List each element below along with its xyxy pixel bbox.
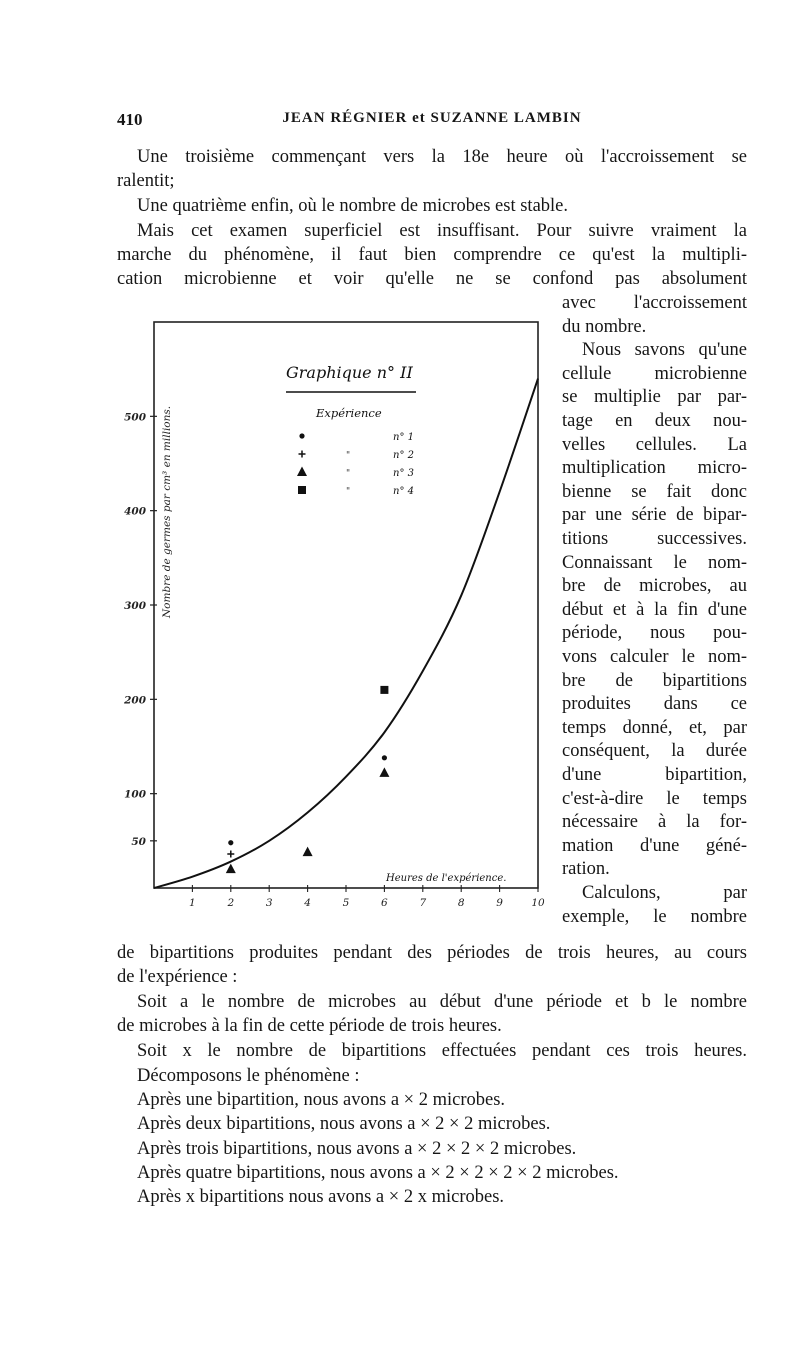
text-line	[137, 1040, 747, 1063]
text-line	[137, 991, 747, 1014]
legend-ditto-mark: "	[346, 469, 351, 479]
data-point-dot	[228, 840, 233, 845]
column-text-line	[582, 882, 747, 905]
column-text-line	[582, 339, 747, 362]
text-line-content: Décomposons le phénomène :	[137, 1066, 360, 1086]
legend-marker-triangle	[297, 467, 307, 477]
y-tick-label: 50	[131, 835, 146, 848]
data-points	[226, 686, 390, 873]
legend-marker-square	[298, 486, 306, 494]
text-line	[137, 1162, 747, 1185]
text-line	[137, 1089, 747, 1112]
column-text-line	[562, 434, 747, 457]
column-text-line	[562, 811, 747, 834]
legend-ditto-mark: "	[346, 487, 351, 497]
text-line	[137, 1113, 747, 1136]
legend-label: n° 4	[393, 486, 414, 497]
column-text-line	[562, 410, 747, 433]
column-text-line	[562, 528, 747, 551]
column-text-line	[562, 858, 747, 881]
legend-label: n° 3	[393, 468, 414, 479]
column-text-line	[562, 363, 747, 386]
x-tick-label: 10	[531, 897, 545, 909]
text-line-content: Soit x le nombre de bipartitions effectuées pendant ces trois heures.	[137, 1041, 747, 1061]
text-line-content: marche du phénomène, il faut bien comprendre ce qu'est la multipli-	[117, 245, 747, 265]
text-line-content: par une série de bipar-	[562, 505, 747, 525]
text-line-content: du nombre.	[562, 317, 647, 337]
column-text-line	[562, 835, 747, 858]
legend-label: n° 1	[393, 432, 414, 443]
text-line-content: vons calculer le nom-	[562, 647, 747, 667]
text-line-content: conséquent, la durée	[562, 741, 747, 761]
text-line-content: tage en deux nou-	[562, 411, 747, 431]
column-text-line	[562, 599, 747, 622]
text-line-content: Connaissant le nom-	[562, 553, 747, 573]
text-line-content: bre de bipartitions	[562, 671, 747, 691]
text-line-content: Après deux bipartitions, nous avons a × 2 × 2 microbes.	[137, 1114, 551, 1134]
text-line-content: multiplication micro-	[562, 458, 747, 478]
chart-title: Graphique n° II	[286, 363, 413, 382]
page-number: 410	[117, 110, 143, 129]
text-line-content: de microbes à la fin de cette période de trois heures.	[117, 1016, 502, 1036]
text-line-content: Mais cet examen superficiel est insuffisant. Pour suivre vraiment la	[137, 221, 747, 241]
text-line-content: bienne se fait donc	[562, 482, 747, 502]
text-line	[137, 1186, 747, 1209]
text-line	[117, 1015, 747, 1038]
legend-marker-dot	[299, 433, 304, 438]
column-text-line	[562, 646, 747, 669]
legend	[297, 432, 414, 497]
text-line	[137, 146, 747, 169]
text-line-content: temps donné, et, par	[562, 718, 747, 738]
text-line	[117, 966, 747, 989]
x-axis-label: Heures de l'expérience.	[386, 873, 507, 884]
y-tick-label: 300	[124, 600, 146, 612]
x-tick-label: 3	[265, 897, 273, 909]
text-line-content: Après une bipartition, nous avons a × 2 microbes.	[137, 1090, 506, 1110]
text-line-content: cation microbienne et voir qu'elle ne se confond pas absolument	[117, 269, 747, 289]
y-ticks	[123, 411, 157, 847]
text-line	[117, 268, 747, 291]
data-point-triangle	[379, 767, 389, 777]
text-line-content: Une quatrième enfin, où le nombre de microbes est stable.	[137, 196, 569, 216]
text-line-content: exemple, le nombre	[562, 907, 747, 927]
text-line-content: de l'expérience :	[117, 967, 238, 987]
legend-marker-plus	[299, 451, 306, 458]
data-point-square	[380, 686, 388, 694]
text-line	[137, 1065, 747, 1088]
data-point-triangle	[226, 864, 236, 874]
column-text-line	[562, 906, 747, 929]
text-line-content: d'une bipartition,	[562, 765, 747, 785]
column-text-line	[562, 316, 747, 339]
x-tick-label: 2	[227, 897, 235, 909]
text-line-content: avec l'accroissement	[562, 293, 747, 313]
column-text-line	[562, 386, 747, 409]
column-text-line	[562, 717, 747, 740]
text-line-content: nécessaire à la for-	[562, 812, 747, 832]
text-line-content: Une troisième commençant vers la 18e heure où l'accroissement se	[137, 147, 747, 167]
text-line-content: produites dans ce	[562, 694, 747, 714]
column-text-line	[562, 740, 747, 763]
x-tick-label: 5	[342, 897, 350, 909]
text-line-content: début et à la fin d'une	[562, 600, 747, 620]
legend-label: n° 2	[393, 450, 414, 461]
text-line-content: ralentit;	[117, 171, 175, 191]
text-line-content: bre de microbes, au	[562, 576, 747, 596]
y-tick-label: 500	[124, 411, 146, 424]
text-line-content: Après quatre bipartitions, nous avons a × 2 × 2 × 2 × 2 microbes.	[137, 1163, 619, 1183]
text-line-content: Soit a le nombre de microbes au début d'une période et b le nombre	[137, 992, 747, 1012]
x-tick-label: 7	[419, 897, 427, 909]
column-text-line	[562, 292, 747, 315]
legend-ditto-mark: "	[346, 451, 351, 461]
text-line-content: mation d'une géné-	[562, 836, 747, 856]
text-line-content: se multiplie par par-	[562, 387, 747, 407]
y-tick-label: 100	[124, 788, 146, 801]
column-text-line	[562, 481, 747, 504]
column-text-line	[562, 575, 747, 598]
text-line-content: velles cellules. La	[562, 435, 747, 455]
text-line-content: période, nous pou-	[562, 623, 747, 643]
text-line-content: de bipartitions produites pendant des périodes de trois heures, au cours	[117, 943, 747, 963]
data-point-plus	[227, 851, 234, 858]
y-tick-label: 200	[124, 694, 146, 707]
legend-header: Expérience	[316, 406, 382, 420]
text-line-content: ration.	[562, 859, 610, 879]
x-tick-label: 8	[457, 897, 465, 909]
data-point-triangle	[303, 847, 313, 857]
text-line	[137, 195, 747, 218]
text-line-content: cellule microbienne	[562, 364, 747, 384]
text-line	[117, 170, 747, 193]
x-tick-label: 4	[304, 897, 311, 909]
text-line-content: Après trois bipartitions, nous avons a × 2 × 2 × 2 microbes.	[137, 1139, 577, 1159]
column-text-line	[562, 693, 747, 716]
chart	[110, 318, 550, 918]
text-line	[117, 942, 747, 965]
x-tick-label: 1	[189, 897, 196, 909]
column-text-line	[562, 457, 747, 480]
y-tick-label: 400	[124, 505, 146, 518]
page-header	[117, 110, 747, 134]
x-tick-label: 6	[381, 897, 388, 909]
figure-graph-2	[110, 318, 550, 918]
text-line	[137, 220, 747, 243]
column-text-line	[562, 764, 747, 787]
column-text-line	[562, 552, 747, 575]
column-text-line	[562, 670, 747, 693]
running-title: JEAN RÉGNIER et SUZANNE LAMBIN	[282, 110, 582, 126]
text-line	[137, 1138, 747, 1161]
text-line-content: Nous savons qu'une	[582, 340, 747, 360]
data-point-dot	[382, 755, 387, 760]
text-line-content: c'est-à-dire le temps	[562, 789, 747, 809]
column-text-line	[562, 504, 747, 527]
text-line	[117, 244, 747, 267]
text-line-content: titions successives.	[562, 529, 747, 549]
column-text-line	[562, 622, 747, 645]
x-tick-label: 9	[496, 897, 503, 909]
text-line-content: Après x bipartitions nous avons a × 2 x microbes.	[137, 1187, 505, 1207]
column-text-line	[562, 788, 747, 811]
y-axis-label: Nombre de germes par cm³ en millions.	[161, 405, 173, 618]
text-line-content: Calculons, par	[582, 883, 747, 903]
